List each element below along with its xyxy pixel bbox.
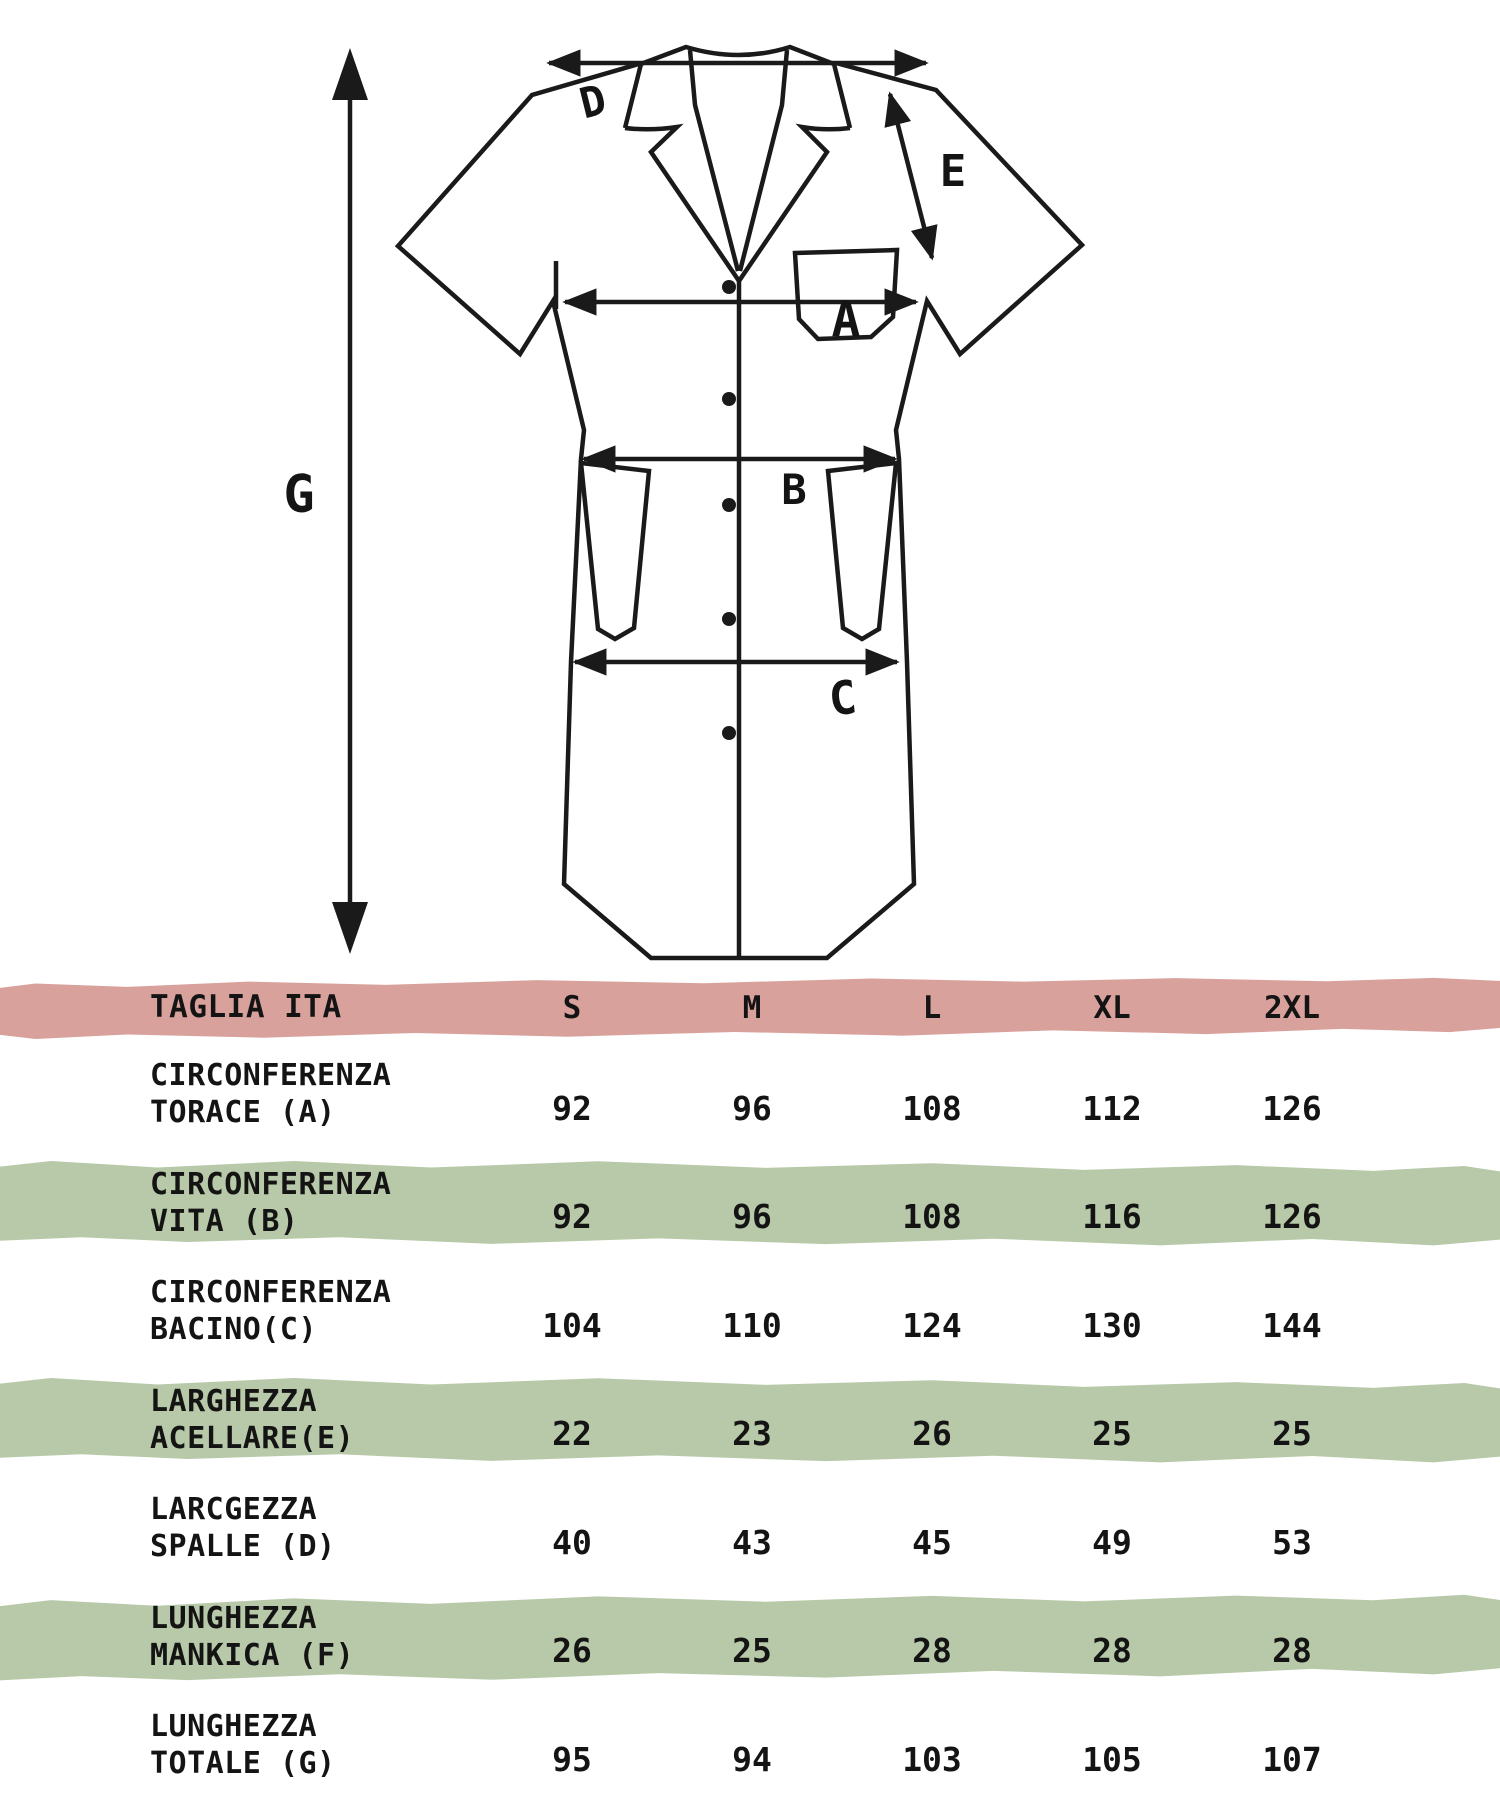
label-c: C bbox=[826, 669, 860, 727]
length-arrow-g bbox=[332, 48, 368, 954]
size-column-xl: XL bbox=[1093, 989, 1131, 1026]
size-column-s: S bbox=[562, 989, 582, 1026]
side-pocket-right bbox=[828, 463, 896, 639]
row-label bbox=[0, 1583, 482, 1692]
cell-value: 25 bbox=[732, 1631, 772, 1671]
row-label-line1: CIRCONFERENZA bbox=[150, 1275, 392, 1311]
label-a: A bbox=[831, 292, 861, 348]
cell-value: 92 bbox=[552, 1197, 592, 1237]
cell-value: 28 bbox=[1272, 1631, 1312, 1671]
row-label bbox=[0, 1366, 482, 1475]
row-label-line2: SPALLE (D) bbox=[150, 1529, 336, 1565]
cell-value: 108 bbox=[902, 1088, 962, 1128]
cell-value: 104 bbox=[542, 1305, 602, 1345]
row-label-line2: BACINO(C) bbox=[150, 1312, 318, 1348]
label-g: G bbox=[283, 465, 315, 525]
cell-value: 144 bbox=[1262, 1305, 1322, 1345]
cell-value: 26 bbox=[552, 1631, 592, 1671]
cell-value: 26 bbox=[912, 1414, 952, 1454]
table-header-row bbox=[0, 975, 1500, 1040]
side-pocket-left bbox=[581, 463, 649, 639]
cell-value: 116 bbox=[1082, 1197, 1142, 1237]
cell-value: 105 bbox=[1082, 1739, 1142, 1779]
size-table bbox=[0, 975, 1500, 1800]
cell-value: 124 bbox=[902, 1305, 962, 1345]
row-label-line2: VITA (B) bbox=[150, 1203, 299, 1239]
cell-value: 25 bbox=[1092, 1414, 1132, 1454]
size-column-l: L bbox=[922, 989, 942, 1026]
row-label bbox=[0, 1691, 482, 1800]
row-label-line1: LUNGHEZZA bbox=[150, 1709, 318, 1745]
row-label-line2: TOTALE (G) bbox=[150, 1746, 336, 1782]
cell-value: 40 bbox=[552, 1522, 592, 1562]
cell-value: 28 bbox=[1092, 1631, 1132, 1671]
row-label bbox=[0, 1149, 482, 1258]
size-column-2xl: 2XL bbox=[1264, 989, 1320, 1026]
cell-value: 23 bbox=[732, 1414, 772, 1454]
cell-value: 107 bbox=[1262, 1739, 1322, 1779]
cell-value: 49 bbox=[1092, 1522, 1132, 1562]
row-label bbox=[0, 1040, 482, 1149]
row-label bbox=[0, 1474, 482, 1583]
cell-value: 130 bbox=[1082, 1305, 1142, 1345]
cell-value: 22 bbox=[552, 1414, 592, 1454]
table-row-vita bbox=[0, 1149, 1500, 1258]
table-row-manica bbox=[0, 1583, 1500, 1692]
armhole-arrow-e bbox=[890, 94, 932, 258]
cell-value: 53 bbox=[1272, 1522, 1312, 1562]
cell-value: 110 bbox=[722, 1305, 782, 1345]
cell-value: 92 bbox=[552, 1088, 592, 1128]
table-row-torace bbox=[0, 1040, 1500, 1149]
row-label-line1: CIRCONFERENZA bbox=[150, 1058, 392, 1094]
table-row-spalle bbox=[0, 1474, 1500, 1583]
collar-and-lapels bbox=[625, 47, 850, 281]
row-label bbox=[0, 1257, 482, 1366]
row-label-line1: CIRCONFERENZA bbox=[150, 1166, 392, 1202]
front-buttons bbox=[722, 280, 736, 740]
row-label-line2: ACELLARE(E) bbox=[150, 1420, 355, 1456]
cell-value: 108 bbox=[902, 1197, 962, 1237]
cell-value: 96 bbox=[732, 1088, 772, 1128]
row-label-line2: TORACE (A) bbox=[150, 1095, 336, 1131]
table-row-bacino bbox=[0, 1257, 1500, 1366]
row-label-line1: LUNGHEZZA bbox=[150, 1600, 318, 1636]
cell-value: 25 bbox=[1272, 1414, 1312, 1454]
cell-value: 95 bbox=[552, 1739, 592, 1779]
size-column-m: M bbox=[742, 989, 762, 1026]
cell-value: 28 bbox=[912, 1631, 952, 1671]
cell-value: 126 bbox=[1262, 1088, 1322, 1128]
cell-value: 94 bbox=[732, 1739, 772, 1779]
cell-value: 126 bbox=[1262, 1197, 1322, 1237]
table-row-totale bbox=[0, 1691, 1500, 1800]
label-d: D bbox=[574, 74, 612, 129]
cell-value: 45 bbox=[912, 1522, 952, 1562]
row-label-line1: LARCGEZZA bbox=[150, 1492, 318, 1528]
table-row-acellare bbox=[0, 1366, 1500, 1475]
row-label-line2: MANKICA (F) bbox=[150, 1637, 355, 1673]
cell-value: 103 bbox=[902, 1739, 962, 1779]
cell-value: 43 bbox=[732, 1522, 772, 1562]
cell-value: 112 bbox=[1082, 1088, 1142, 1128]
label-b: B bbox=[781, 465, 807, 514]
row-label-line1: LARGHEZZA bbox=[150, 1383, 318, 1419]
label-e: E bbox=[939, 146, 967, 197]
cell-value: 96 bbox=[732, 1197, 772, 1237]
header-label: TAGLIA ITA bbox=[150, 989, 342, 1025]
